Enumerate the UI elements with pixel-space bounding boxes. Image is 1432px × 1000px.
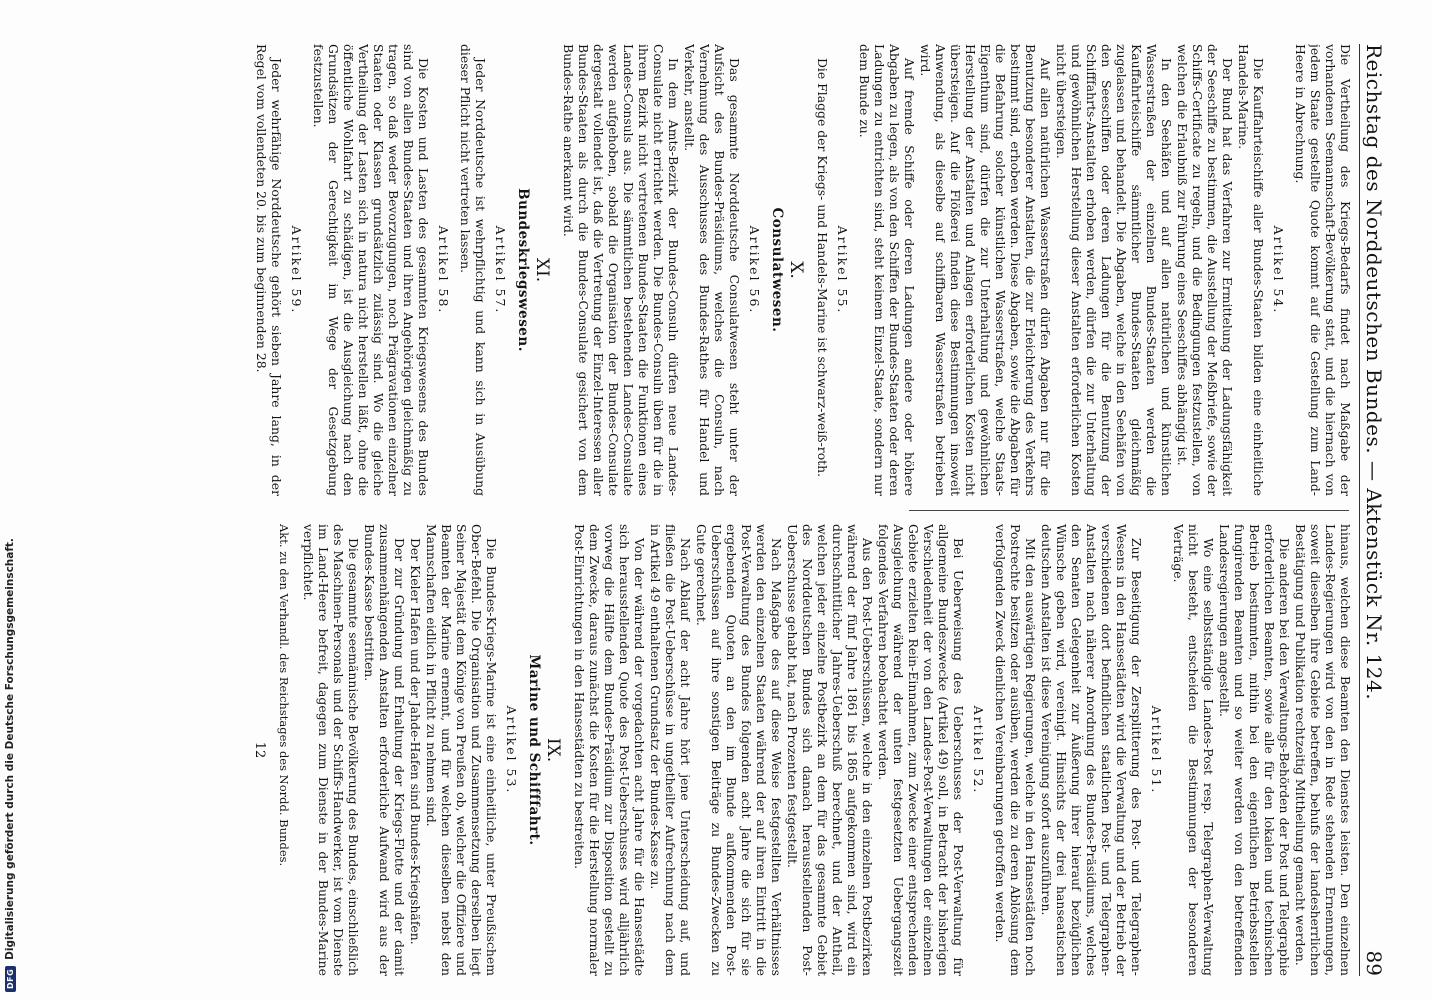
left-column xyxy=(113,44,1353,496)
paragraph: hinaus, welchen diese Beamten den Dienstes leisten. Den einzelnen Landes-Regierungen wird von den in Rede stehenden Ernennungen, soweit dieselben ihre Gebiete betreffen, behufs der landesherrlichen Bestätigung und Publikation rechtzeitig Mittheilung gemacht werden. xyxy=(1293,524,1353,976)
article-heading: Artikel 51. xyxy=(1149,705,1164,795)
article-heading: Artikel 54. xyxy=(1271,225,1286,315)
credit-text: Digitalisierung gefördert durch die Deutsche Forschungsgemeinschaft. xyxy=(4,538,16,960)
article-heading: Artikel 57. xyxy=(493,225,508,315)
paragraph: Aus den Post-Ueberschüssen, welche in den einzelnen Postbezirken während der fünf Jahre 1861 bis 1865 aufgekommen sind, wird ein durchschnittlicher Jahres-Ueberschuß berechnet, und der Antheil, welchen jeder einzelne Postbezirk an dem für das gesammte Gebiet des Norddeutschen Bundes sich danach herausstellenden Post-Ueberschusse gehabt hat, nach Prozenten festgestellt. xyxy=(785,524,875,976)
paragraph: Von der während der vorgedachten acht Jahre für die Hansestädte sich herausstellenden Quote des Post-Ueberschusses wird alljährlich vorweg die Hälfte dem Bundes-Präsidium zur Disposition gestellt zu dem Zwecke, daraus zunächst die Kosten für die Herstellung normaler Post-Einrichtungen in den Hansestädten zu bestreiten. xyxy=(572,524,647,976)
paragraph: Die Kosten und Lasten des gesammten Kriegswesens des Bundes sind von allen Bundes-Staaten und ihren Angehörigen gleichmäßig zu tragen, so daß weder Bevorzugungen, noch Prägravationen einzelner Staaten oder Klassen grundsätzlich zulässig sind. Wo die gleiche Vertheilung der Lasten sich in natura nicht herstellen läßt, ohne die öffentliche Wohlfahrt zu schädigen, ist die Ausgleichung nach den Grundsätzen der Gerechtigkeit im Wege der Gesetzgebung festzustellen. xyxy=(311,44,431,496)
paragraph: Der Bund hat das Verfahren zur Ermittelung der Ladungsfähigkeit der Seeschiffe zu bestimmen, die Ausstellung der Meßbriefe, sowie der Schiffs-Certificate zu regeln, und die Bedingungen festzustellen, von welchen die Erlaubniß zur Führung eines Seeschiffes abhängig ist. xyxy=(1175,44,1235,496)
paragraph: Bei Ueberweisung des Ueberschusses der Post-Verwaltung für allgemeine Bundeszwecke (Artikel 49) soll, in Betracht der bisherigen Verschiedenheit der von den Landes-Post-Verwaltungen der einzelnen Gebiete erzielten Rein-Einnahmen, zum Zwecke einer entsprechenden Ausgleichung während der unten festgesetzten Uebergangszeit folgendes Verfahren beobachtet werden. xyxy=(876,524,966,976)
paragraph: Die Flagge der Kriegs- und Handels-Marine ist schwarz-weiß-roth. xyxy=(815,58,830,478)
article-heading: Artikel 59. xyxy=(289,225,304,315)
paragraph: Der zur Gründung und Erhaltung der Kriegs-Flotte und der damit zusammenhängenden Anstalten erforderliche Aufwand wird aus der Bundes-Kasse bestritten. xyxy=(362,524,407,976)
article-heading: Artikel 56. xyxy=(747,225,762,315)
page-header xyxy=(1359,44,1386,976)
document-page xyxy=(54,30,1394,990)
article-heading: Artikel 55. xyxy=(835,225,850,315)
dfg-logo: DFG xyxy=(5,966,16,992)
paragraph: Nach Maßgabe des auf diese Weise festgestellten Verhältnisses werden den einzelnen Staaten während der auf ihren Eintritt in die Post-Verwaltung des Bundes folgenden acht Jahre die sich für sie ergebenden Quoten an den im Bunde aufkommenden Post-Ueberschüssen auf ihre sonstigen Beiträge zu Bundes-Zwecken zu Gute gerechnet. xyxy=(694,524,784,976)
paragraph: In den Seehäfen und auf allen natürlichen und künstlichen Wasserstraßen der einzelnen Bundes-Staaten werden die Kauffahrteischiffe sämmtlicher Bundes-Staaten gleichmäßig zugelassen und behandelt. Die Abgaben, welche in den Seehäfen von den Seeschiffen oder deren Ladungen für die Benutzung der Schifffahrts-Anstalten erhoben werden, dürfen die zur Unterhaltung und gewöhnlichen Herstellung dieser Anstalten erforderlichen Kosten nicht übersteigen. xyxy=(1054,44,1174,496)
paragraph: Jeder Norddeutsche ist wehrpflichtig und kann sich in Ausübung dieser Pflicht nicht vertreten lassen. xyxy=(458,44,488,496)
paragraph: Mit den auswärtigen Regierungen, welche in den Hansestädten noch Postrechte besitzen oder ausüben, werden die zu deren Ablösung dem verfolgenden Zweck dienlichen Vereinbarungen getroffen werden. xyxy=(993,524,1038,976)
paragraph: In dem Amts-Bezirk der Bundes-Consuln dürfen neue Landes-Consulate nicht errichtet werden. Die Bundes-Consuln üben für die in ihrem Bezirk nicht vertretenen Bundes-Staaten die Funktionen eines Landes-Consuls aus. Die sämmtlichen bestehenden Landes-Consulate werden aufgehoben, sobald die Organisation der Bundes-Consulate dergestalt vollendet ist, daß die Vertretung der Einzel-Interessen aller Bundes-Staaten als durch die Bundes-Consulate gesichert von dem Bundes-Rathe anerkannt wird. xyxy=(561,44,681,496)
footer-page-number: 12 xyxy=(252,741,267,759)
article-heading: Artikel 58. xyxy=(436,225,451,315)
running-title: Reichstag des Norddeutschen Bundes. — Aktenstück Nr. 124. xyxy=(1362,44,1386,701)
paragraph: Die gesammte seemännische Bevölkerung des Bundes, einschließlich des Maschinen-Personals und der Schiffs-Handwerker, ist vom Dienste im Land-Heere befreit, dagegen zum Dienste in der Bundes-Marine verpflichtet. xyxy=(301,524,361,976)
paragraph: Der Kieler Hafen und der Jahde-Hafen sind Bundes-Kriegshäfen. xyxy=(408,538,423,945)
section-number: XI. xyxy=(532,257,552,283)
paragraph: Die anderen bei den Verwaltungs-Behörden der Post und Telegraphie erforderlichen Beamten, sowie alle für den lokalen und technischen Betrieb bestimmten, mithin bei den eigentlichen Betriebsstellen fungirenden Beamten und so weiter werden von den betreffenden Landesregierungen angestellt. xyxy=(1217,524,1292,976)
article-heading: Artikel 52. xyxy=(971,705,986,795)
digitization-credit xyxy=(4,2,16,992)
paragraph: Auf allen natürlichen Wasserstraßen dürfen Abgaben nur für die Benutzung besonderer Anstalten, die zur Erleichterung des Verkehrs bestimmt sind, erhoben werden. Diese Abgaben, sowie die Abgaben für die Befahrung solcher künstlichen Wasserstraßen, welche Staats-Eigenthum sind, dürfen die zur Unterhaltung und gewöhnlichen Herstellung der Anstalten und Anlagen erforderlichen Kosten nicht übersteigen. Auf die Flößerei finden diese Bestimmungen insoweit Anwendung, als dieselbe auf schiffbaren Wasserstraßen betrieben wird. xyxy=(918,44,1053,496)
article-heading: Artikel 53. xyxy=(504,705,519,795)
column-divider xyxy=(909,510,1349,511)
paragraph: Nach Ablauf der acht Jahre hört jene Unterscheidung auf, und fließen die Post-Ueberschüsse in ungetheilter Aufrechnung nach dem in Artikel 49 enthaltenen Grundsatz der Bundes-Kasse zu. xyxy=(648,524,693,976)
paragraph: Zur Beseitigung der Zersplitterung des Post- und Telegraphen-Wesens in den Hansestädten wird die Verwaltung und der Betrieb der verschiedenen dort befindlichen staatlichen Post- und Telegraphen-Anstalten nach näherer Anordnung des Bundes-Präsidiums, welches den Senaten Gelegenheit zur Äußerung ihrer hierauf bezüglichen Wünsche geben wird, vereinigt. Hinsichts der drei hanseatischen deutschen Anstalten ist diese Vereinigung sofort auszuführen. xyxy=(1039,524,1144,976)
section-title: Marine und Schifffahrt. xyxy=(526,654,542,846)
section-number: X. xyxy=(786,261,806,279)
page-number: 89 xyxy=(1362,950,1386,976)
section-title: Consulatwesen. xyxy=(769,207,785,333)
paragraph: Das gesammte Norddeutsche Consulatwesen steht unter der Aufsicht des Bundes-Präsidiums, welches die Consuln, nach Vernehmung des Ausschusses des Bundes-Rathes für Handel und Verkehr, anstellt. xyxy=(682,44,742,496)
footnote: Akt. zu den Verhandl. des Reichstages des Nordd. Bundes. xyxy=(277,524,291,867)
paragraph: Die Vertheilung des Kriegs-Bedarfs findet nach Maßgabe der vorhandenen Seemannschaft-Bevölkerung statt, und die hiernach von jedem Staate gestellte Quote kommt auf die Gestellung zum Land-Heere in Abrechnung. xyxy=(1293,44,1353,496)
right-column xyxy=(113,524,1353,976)
text-columns xyxy=(113,44,1353,976)
section-number: IX. xyxy=(543,737,563,763)
section-title: Bundeskriegswesen. xyxy=(515,188,531,352)
paragraph: Die Bundes-Kriegs-Marine ist eine einheitliche, unter Preußischem Ober-Befehl. Die Organisation und Zusammensetzung derselben liegt Seiner Majestät dem Könige von Preußen ob, welcher die Offiziere und Beamten der Marine ernennt, und für welchen dieselben nebst den Mannschaften eidlich in Pflicht zu nehmen sind. xyxy=(424,524,499,976)
paragraph: Jeder wehrfähige Norddeutsche gehört sieben Jahre lang, in der Regel vom vollendeten 20. bis zum beginnenden 28. xyxy=(254,44,284,496)
paragraph: Wo eine selbstständige Landes-Post resp. Telegraphen-Verwaltung nicht besteht, entscheiden die Bestimmungen der besonderen Verträge. xyxy=(1171,524,1216,976)
paragraph: Auf fremde Schiffe oder deren Ladungen andere oder höhere Abgaben zu legen, als von den Schiffen der Bundes-Staaten oder deren Ladungen zu entrichten sind, steht keinem Einzel-Staate, sondern nur dem Bunde zu. xyxy=(857,44,917,496)
paragraph: Die Kauffahrteischiffe aller Bundes-Staaten bilden eine einheitliche Handels-Marine. xyxy=(1236,44,1266,496)
